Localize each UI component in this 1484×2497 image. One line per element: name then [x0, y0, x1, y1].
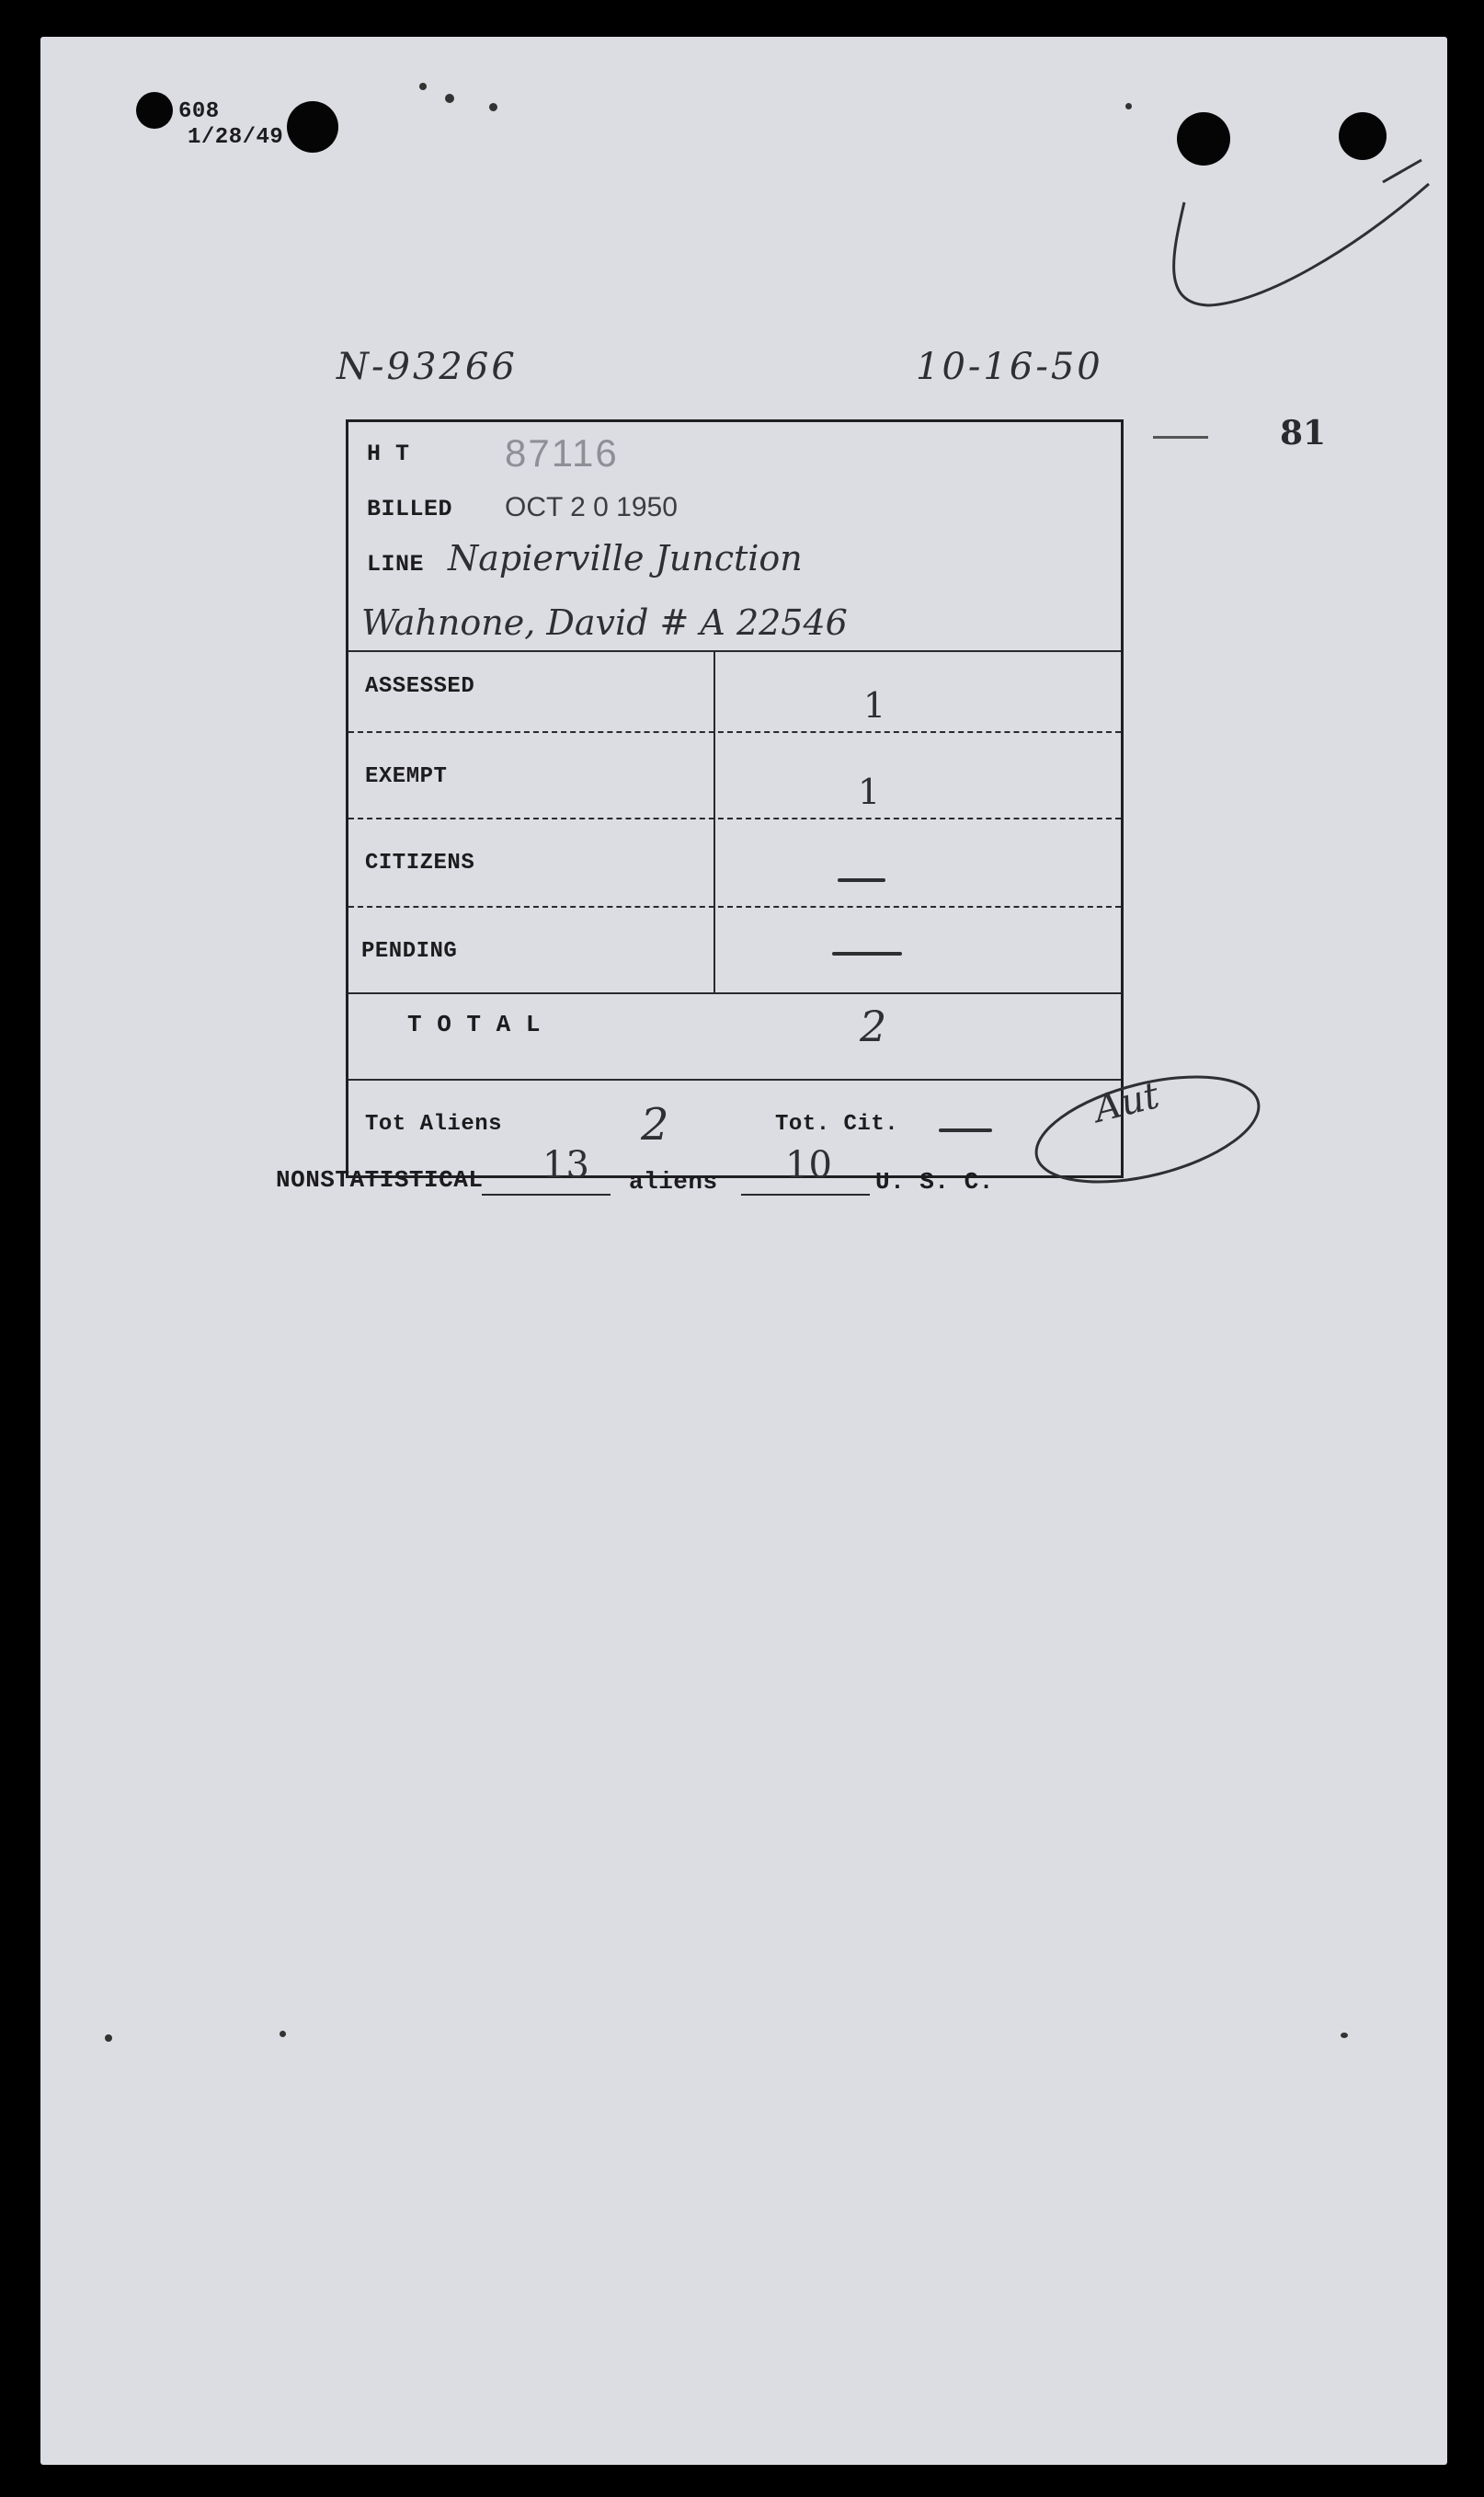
checkmark-icon	[1153, 147, 1447, 331]
tot-aliens-label: Tot Aliens	[365, 1112, 503, 1137]
speck	[489, 103, 497, 111]
line-label: LINE	[367, 551, 425, 578]
citizens-label: CITIZENS	[365, 851, 475, 876]
aliens-underline	[741, 1194, 870, 1196]
speck	[280, 2031, 286, 2037]
divider	[348, 906, 1121, 908]
manifest-id: N-93266	[337, 346, 518, 388]
divider	[348, 818, 1121, 819]
usc-label: U. S. C.	[875, 1168, 994, 1196]
column-divider	[713, 652, 715, 994]
passenger-name: Wahnone, David # A 22546	[361, 602, 848, 643]
assessed-label: ASSESSED	[365, 674, 475, 699]
speck	[445, 94, 454, 103]
tot-aliens-value: 2	[641, 1099, 669, 1151]
nonstatistical-label: NONSTATISTICAL	[276, 1166, 484, 1194]
exempt-value: 1	[858, 772, 881, 812]
assessed-value: 1	[863, 685, 886, 726]
divider	[348, 992, 1121, 994]
punch-hole-corner	[136, 92, 173, 129]
exempt-label: EXEMPT	[365, 764, 448, 789]
page-number: 81	[1280, 414, 1327, 452]
speck	[419, 83, 427, 90]
divider	[348, 731, 1121, 733]
speck	[105, 2034, 112, 2042]
divider	[348, 650, 1121, 652]
form-number: 608	[178, 99, 220, 124]
total-value: 2	[860, 1002, 887, 1051]
nonstat-underline	[482, 1194, 611, 1196]
line-value: Napierville Junction	[448, 538, 803, 578]
total-label: T O T A L	[407, 1011, 541, 1038]
pending-value-dash	[832, 952, 902, 956]
citizens-value-dash	[838, 878, 885, 882]
billed-label: BILLED	[367, 496, 453, 522]
pending-label: PENDING	[361, 939, 458, 964]
billed-date-stamp: OCT 2 0 1950	[505, 492, 678, 522]
aliens-label: aliens	[629, 1168, 718, 1196]
tot-cit-value-dash	[939, 1128, 992, 1132]
aliens-value: 10	[785, 1144, 832, 1186]
initials-oval	[1019, 1047, 1276, 1212]
speck	[1341, 2033, 1348, 2038]
ht-value: 87116	[505, 431, 619, 475]
page-mark-dash	[1153, 436, 1208, 439]
punch-hole-left	[287, 101, 338, 153]
speck	[1125, 103, 1132, 109]
initials: Aut	[1090, 1074, 1164, 1131]
ht-label: H T	[367, 441, 410, 467]
divider	[348, 1079, 1121, 1081]
tot-cit-label: Tot. Cit.	[775, 1112, 899, 1137]
form-revision: 1/28/49	[188, 125, 284, 150]
tally-form	[346, 419, 1124, 1178]
nonstatistical-value: 13	[542, 1144, 589, 1186]
document-page	[40, 37, 1447, 2465]
handwritten-date: 10-16-50	[916, 346, 1103, 388]
